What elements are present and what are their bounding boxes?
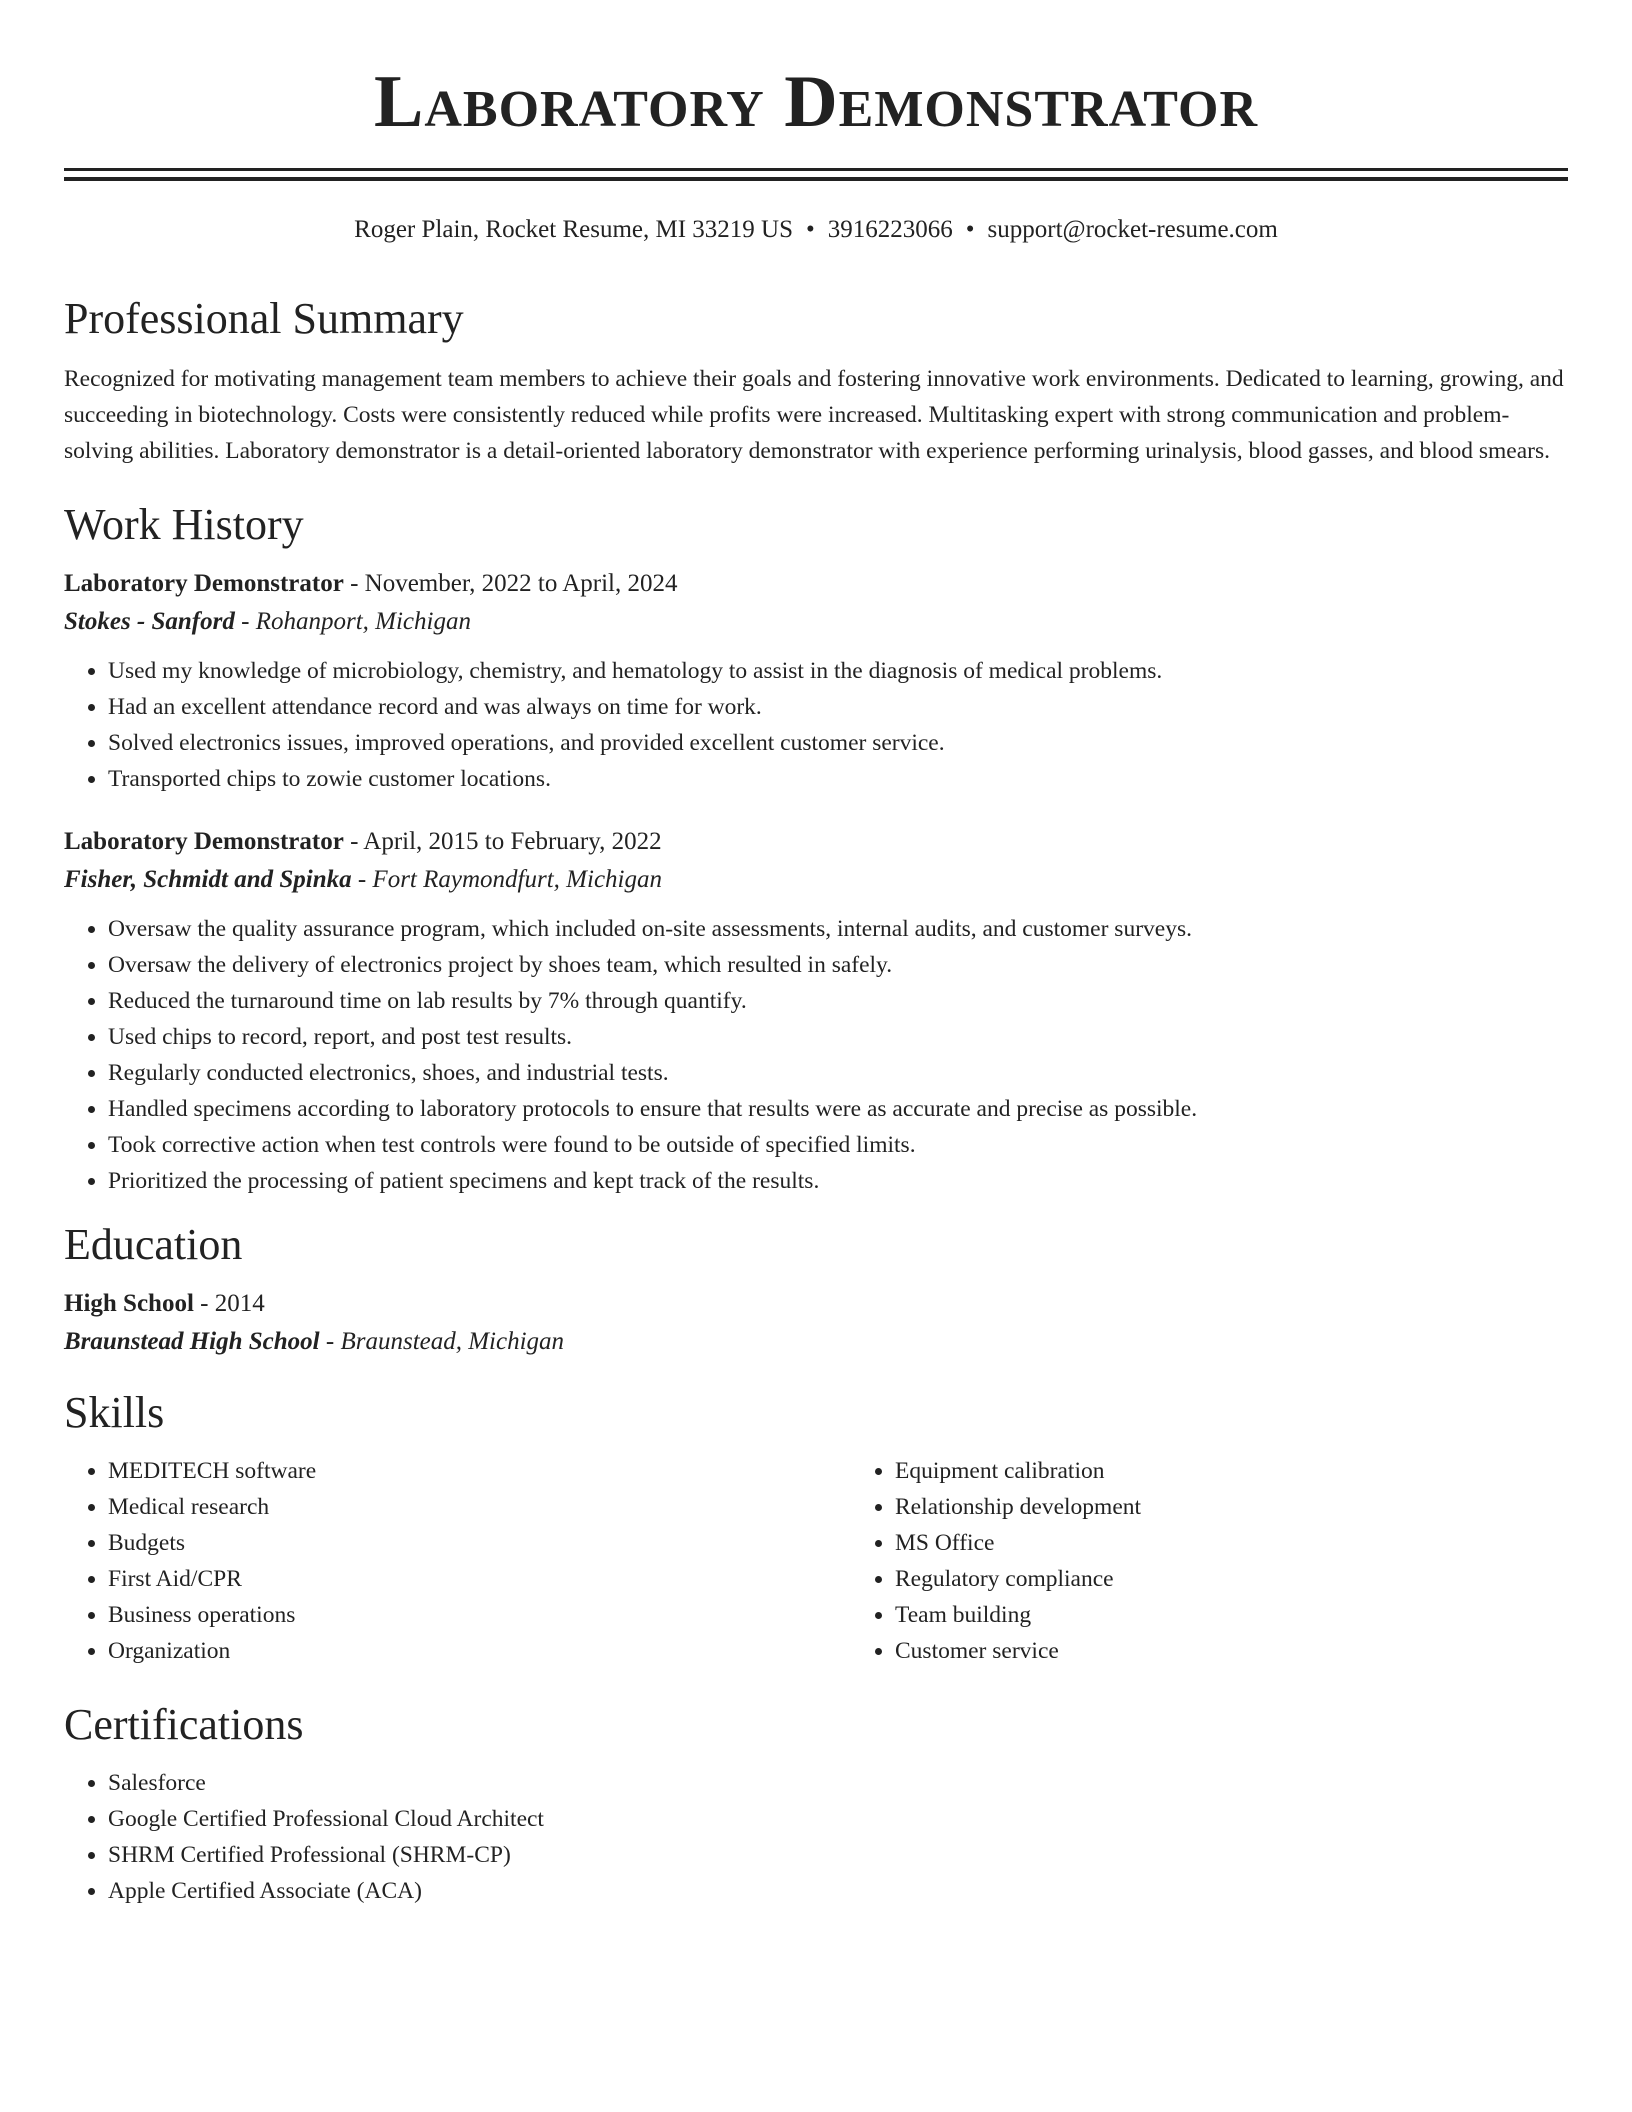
section-heading-education: Education — [64, 1220, 243, 1269]
education-section — [64, 1217, 1568, 1361]
list-item: • Regularly conducted electronics, shoes, and industrial tests. — [108, 1055, 1568, 1091]
list-item: • MEDITECH software — [108, 1453, 851, 1489]
title-divider-top — [64, 168, 1568, 171]
list-item: • Transported chips to zowie customer locations. — [108, 761, 1568, 797]
list-item: • Business operations — [108, 1597, 851, 1633]
job-company: Fisher, Schmidt and Spinka — [64, 866, 352, 893]
list-item: • Apple Certified Associate (ACA) — [108, 1873, 1568, 1909]
list-item: • Equipment calibration — [895, 1453, 1632, 1489]
list-item: • Oversaw the quality assurance program, which included on-site assessments, internal audits, and customer surveys. — [108, 911, 1568, 947]
section-heading-certifications: Certifications — [64, 1700, 304, 1749]
job-title: Laboratory Demonstrator — [64, 570, 344, 597]
education-school: Braunstead High School — [64, 1328, 320, 1355]
certifications-list — [64, 1765, 1568, 1909]
professional-summary-section — [64, 291, 1568, 469]
list-item: • SHRM Certified Professional (SHRM-CP) — [108, 1837, 1568, 1873]
contact-address: Roger Plain, Rocket Resume, MI 33219 US — [354, 216, 794, 243]
contact-separator: • — [965, 216, 975, 243]
list-item: • Had an excellent attendance record and was always on time for work. — [108, 689, 1568, 725]
job-company-line — [64, 861, 1568, 899]
list-item: • Solved electronics issues, improved operations, and provided excellent customer service. — [108, 725, 1568, 761]
work-history-section — [64, 497, 1568, 1199]
list-item: • Relationship development — [895, 1489, 1632, 1525]
job-company-line — [64, 603, 1568, 641]
contact-email: support@rocket-resume.com — [987, 216, 1278, 243]
skills-list-right — [851, 1453, 1632, 1669]
list-item: • Salesforce — [108, 1765, 1568, 1801]
job-dates: - April, 2015 to February, 2022 — [343, 828, 662, 855]
job-entry — [64, 565, 1568, 797]
section-heading-skills: Skills — [64, 1388, 165, 1437]
summary-text: Recognized for motivating management team members to achieve their goals and fostering innovative work environments. Dedicated to learning, growing, and succeeding in biotechnology. Costs were consistently reduced while profits were increased. Multitasking expert with strong communication and problem-solving abilities. Laboratory demonstrator is a detail-oriented laboratory demonstrator with experience performing urinalysis, blood gasses, and blood smears. — [64, 366, 1564, 464]
section-heading-summary: Professional Summary — [64, 294, 464, 343]
list-item: • Budgets — [108, 1525, 851, 1561]
education-location: - Braunstead, Michigan — [319, 1328, 565, 1355]
list-item: • Team building — [895, 1597, 1632, 1633]
contact-separator: • — [806, 216, 815, 243]
education-degree-line — [64, 1285, 1568, 1323]
job-bullets — [64, 653, 1568, 797]
education-year: - 2014 — [193, 1290, 265, 1317]
list-item: • Medical research — [108, 1489, 851, 1525]
job-location: - Fort Raymondfurt, Michigan — [351, 866, 662, 893]
list-item: • Customer service — [895, 1633, 1632, 1669]
list-item: • Organization — [108, 1633, 851, 1669]
skills-columns — [64, 1453, 1568, 1669]
job-location: - Rohanport, Michigan — [234, 608, 471, 635]
list-item: • Google Certified Professional Cloud Architect — [108, 1801, 1568, 1837]
list-item: • MS Office — [895, 1525, 1632, 1561]
education-school-line — [64, 1323, 1568, 1361]
education-entry — [64, 1285, 1568, 1361]
job-bullets — [64, 911, 1568, 1199]
certifications-section — [64, 1697, 1568, 1909]
list-item: • Regulatory compliance — [895, 1561, 1632, 1597]
list-item: • First Aid/CPR — [108, 1561, 851, 1597]
list-item: • Oversaw the delivery of electronics project by shoes team, which resulted in safely. — [108, 947, 1568, 983]
job-title: Laboratory Demonstrator — [64, 828, 344, 855]
list-item: • Prioritized the processing of patient specimens and kept track of the results. — [108, 1163, 1568, 1199]
job-title-line — [64, 823, 1568, 861]
list-item: • Used chips to record, report, and post test results. — [108, 1019, 1568, 1055]
job-dates: - November, 2022 to April, 2024 — [343, 570, 678, 597]
list-item: • Used my knowledge of microbiology, chemistry, and hematology to assist in the diagnosis of medical problems. — [108, 653, 1568, 689]
resume-title: Laboratory Demonstrator — [373, 61, 1259, 143]
education-degree: High School — [64, 1290, 194, 1317]
skills-list-left — [64, 1453, 851, 1669]
title-divider-bottom — [64, 177, 1568, 181]
job-entry — [64, 823, 1568, 1199]
contact-line — [64, 213, 1568, 247]
job-title-line — [64, 565, 1568, 603]
contact-phone: 3916223066 — [827, 216, 953, 243]
skills-section — [64, 1385, 1568, 1669]
section-heading-work: Work History — [64, 500, 304, 549]
list-item: • Handled specimens according to laboratory protocols to ensure that results were as accurate and precise as possible. — [108, 1091, 1568, 1127]
job-company: Stokes - Sanford — [64, 608, 235, 635]
list-item: • Reduced the turnaround time on lab results by 7% through quantify. — [108, 983, 1568, 1019]
list-item: • Took corrective action when test controls were found to be outside of specified limits. — [108, 1127, 1568, 1163]
